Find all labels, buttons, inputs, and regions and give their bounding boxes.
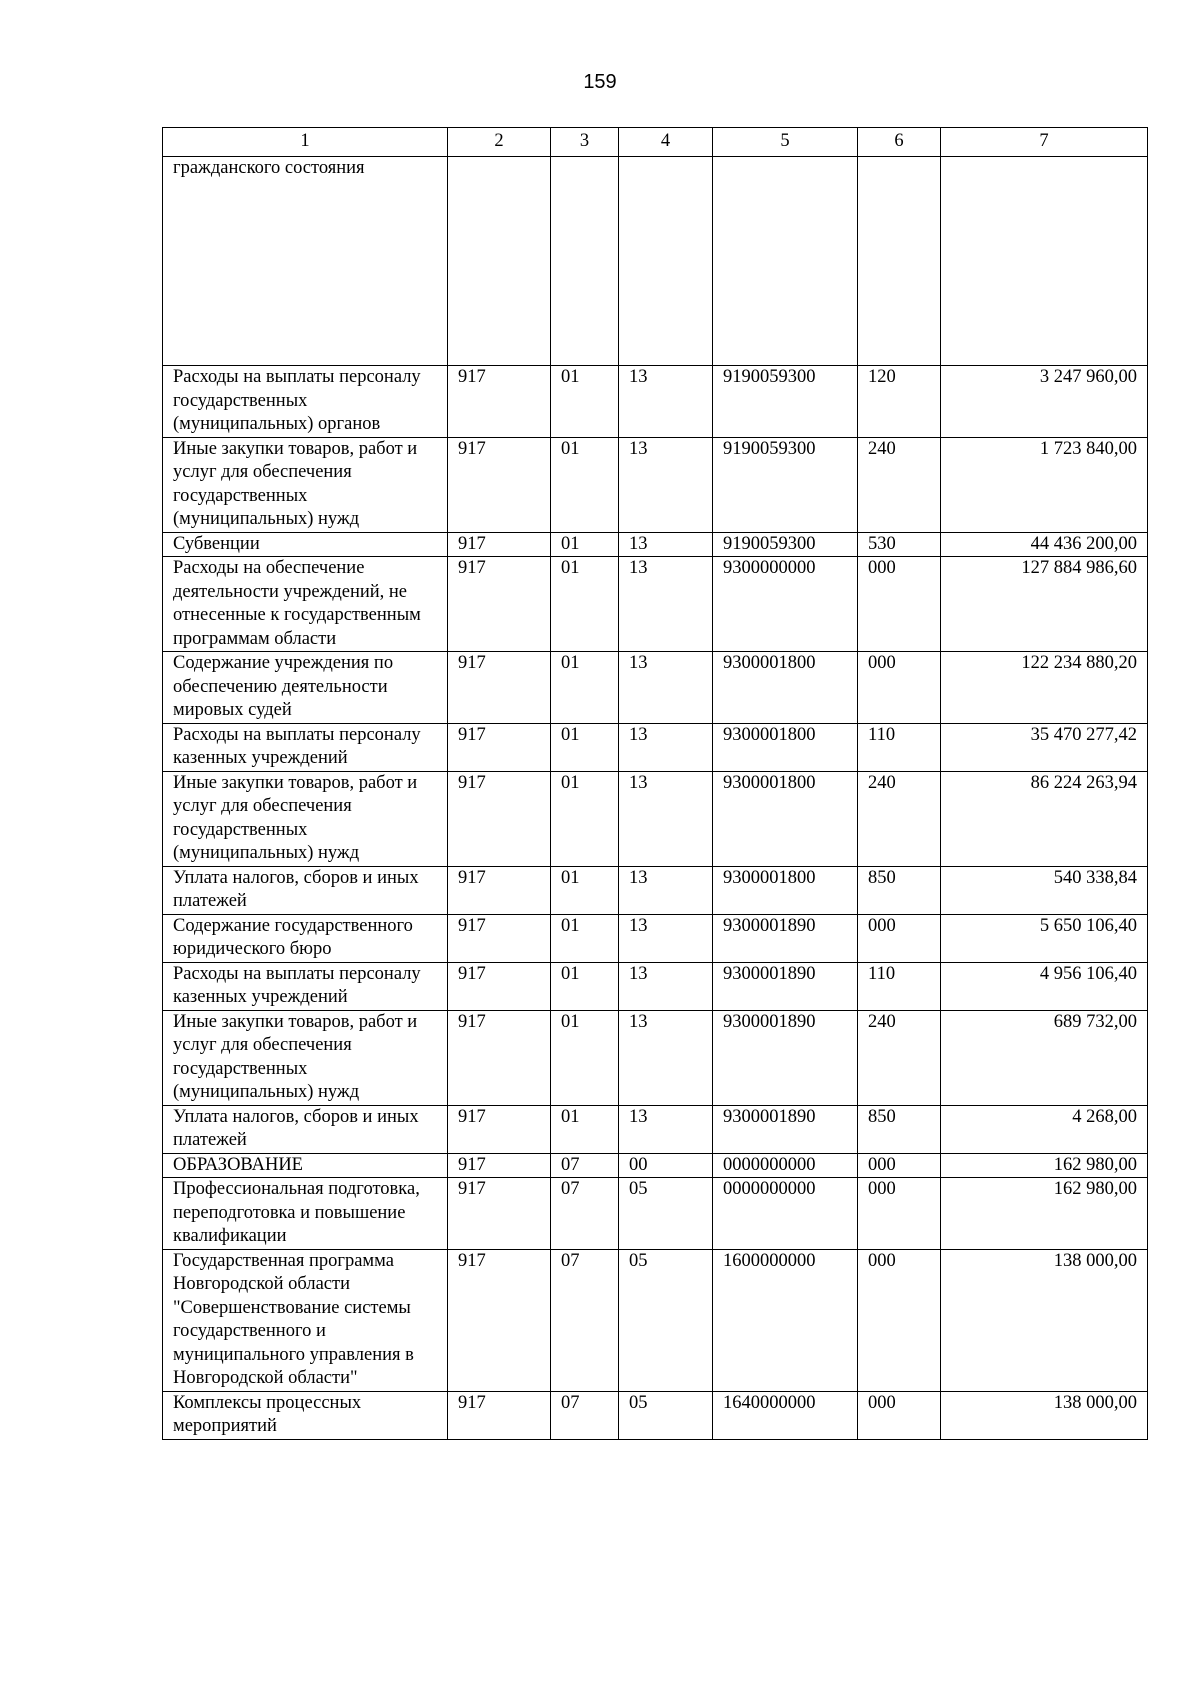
amount-cell: 138 000,00 bbox=[941, 1391, 1148, 1439]
amount-cell: 122 234 880,20 bbox=[941, 652, 1148, 724]
target-article-cell: 1600000000 bbox=[713, 1249, 858, 1391]
amount-cell: 86 224 263,94 bbox=[941, 771, 1148, 866]
table-row bbox=[163, 866, 1148, 914]
subsection-code-cell: 00 bbox=[619, 1153, 713, 1178]
department-code-cell: 917 bbox=[448, 1249, 551, 1391]
table-header-row bbox=[163, 128, 1148, 157]
department-code-cell: 917 bbox=[448, 914, 551, 962]
target-article-cell: 9300000000 bbox=[713, 557, 858, 652]
row-name-cell: Иные закупки товаров, работ и услуг для обеспечения государственных (муниципальных) нужд bbox=[163, 437, 448, 532]
row-name-cell: Иные закупки товаров, работ и услуг для обеспечения государственных (муниципальных) нужд bbox=[163, 771, 448, 866]
column-header: 7 bbox=[941, 128, 1148, 157]
table-row bbox=[163, 962, 1148, 1010]
expense-type-cell: 000 bbox=[858, 1178, 941, 1250]
subsection-code-cell: 13 bbox=[619, 1105, 713, 1153]
expense-type-cell: 240 bbox=[858, 437, 941, 532]
row-name-cell: ОБРАЗОВАНИЕ bbox=[163, 1153, 448, 1178]
expense-type-cell: 850 bbox=[858, 1105, 941, 1153]
table-row bbox=[163, 1153, 1148, 1178]
row-name-cell: Субвенции bbox=[163, 532, 448, 557]
row-name-cell: гражданского состояния bbox=[163, 157, 448, 366]
department-code-cell: 917 bbox=[448, 557, 551, 652]
row-name-cell: Расходы на выплаты персоналу казенных учреждений bbox=[163, 962, 448, 1010]
column-header: 5 bbox=[713, 128, 858, 157]
section-code-cell: 01 bbox=[551, 652, 619, 724]
expense-type-cell: 120 bbox=[858, 366, 941, 438]
expense-type-cell: 530 bbox=[858, 532, 941, 557]
table-cell bbox=[858, 157, 941, 366]
page-number: 159 bbox=[583, 71, 617, 93]
table-row bbox=[163, 1178, 1148, 1250]
target-article-cell: 9300001890 bbox=[713, 962, 858, 1010]
subsection-code-cell: 13 bbox=[619, 723, 713, 771]
department-code-cell: 917 bbox=[448, 1178, 551, 1250]
table-row bbox=[163, 1249, 1148, 1391]
department-code-cell: 917 bbox=[448, 437, 551, 532]
target-article-cell: 0000000000 bbox=[713, 1153, 858, 1178]
expense-type-cell: 000 bbox=[858, 1153, 941, 1178]
expense-type-cell: 000 bbox=[858, 914, 941, 962]
amount-cell: 162 980,00 bbox=[941, 1153, 1148, 1178]
subsection-code-cell: 05 bbox=[619, 1391, 713, 1439]
target-article-cell: 9190059300 bbox=[713, 437, 858, 532]
subsection-code-cell: 13 bbox=[619, 771, 713, 866]
subsection-code-cell: 13 bbox=[619, 532, 713, 557]
section-code-cell: 01 bbox=[551, 1010, 619, 1105]
target-article-cell: 9190059300 bbox=[713, 532, 858, 557]
table-row bbox=[163, 557, 1148, 652]
row-name-cell: Уплата налогов, сборов и иных платежей bbox=[163, 866, 448, 914]
department-code-cell: 917 bbox=[448, 366, 551, 438]
table-cell bbox=[448, 157, 551, 366]
column-header: 6 bbox=[858, 128, 941, 157]
section-code-cell: 01 bbox=[551, 866, 619, 914]
department-code-cell: 917 bbox=[448, 1105, 551, 1153]
table-row bbox=[163, 366, 1148, 438]
section-code-cell: 01 bbox=[551, 723, 619, 771]
department-code-cell: 917 bbox=[448, 866, 551, 914]
section-code-cell: 01 bbox=[551, 771, 619, 866]
table-row bbox=[163, 723, 1148, 771]
target-article-cell: 9300001890 bbox=[713, 1105, 858, 1153]
target-article-cell: 9190059300 bbox=[713, 366, 858, 438]
table-row bbox=[163, 914, 1148, 962]
expense-type-cell: 000 bbox=[858, 1249, 941, 1391]
section-code-cell: 07 bbox=[551, 1153, 619, 1178]
section-code-cell: 01 bbox=[551, 532, 619, 557]
table-row-continued bbox=[163, 157, 1148, 366]
table-cell bbox=[941, 157, 1148, 366]
section-code-cell: 01 bbox=[551, 1105, 619, 1153]
expense-type-cell: 110 bbox=[858, 962, 941, 1010]
target-article-cell: 9300001890 bbox=[713, 914, 858, 962]
amount-cell: 4 268,00 bbox=[941, 1105, 1148, 1153]
department-code-cell: 917 bbox=[448, 962, 551, 1010]
row-name-cell: Государственная программа Новгородской области "Совершенствование системы государственного и муниципального управления в Новгородской области" bbox=[163, 1249, 448, 1391]
target-article-cell: 9300001800 bbox=[713, 866, 858, 914]
table-row bbox=[163, 1105, 1148, 1153]
table-cell bbox=[713, 157, 858, 366]
subsection-code-cell: 13 bbox=[619, 437, 713, 532]
row-name-cell: Комплексы процессных мероприятий bbox=[163, 1391, 448, 1439]
amount-cell: 1 723 840,00 bbox=[941, 437, 1148, 532]
department-code-cell: 917 bbox=[448, 652, 551, 724]
amount-cell: 4 956 106,40 bbox=[941, 962, 1148, 1010]
target-article-cell: 9300001800 bbox=[713, 723, 858, 771]
amount-cell: 35 470 277,42 bbox=[941, 723, 1148, 771]
row-name-cell: Иные закупки товаров, работ и услуг для обеспечения государственных (муниципальных) нужд bbox=[163, 1010, 448, 1105]
amount-cell: 44 436 200,00 bbox=[941, 532, 1148, 557]
expense-type-cell: 110 bbox=[858, 723, 941, 771]
subsection-code-cell: 13 bbox=[619, 914, 713, 962]
expense-type-cell: 000 bbox=[858, 652, 941, 724]
table-row bbox=[163, 437, 1148, 532]
subsection-code-cell: 13 bbox=[619, 366, 713, 438]
subsection-code-cell: 13 bbox=[619, 1010, 713, 1105]
table-row bbox=[163, 1391, 1148, 1439]
department-code-cell: 917 bbox=[448, 1010, 551, 1105]
table-row bbox=[163, 532, 1148, 557]
department-code-cell: 917 bbox=[448, 1153, 551, 1178]
column-header: 1 bbox=[163, 128, 448, 157]
amount-cell: 689 732,00 bbox=[941, 1010, 1148, 1105]
subsection-code-cell: 05 bbox=[619, 1178, 713, 1250]
amount-cell: 5 650 106,40 bbox=[941, 914, 1148, 962]
amount-cell: 162 980,00 bbox=[941, 1178, 1148, 1250]
expense-type-cell: 000 bbox=[858, 1391, 941, 1439]
row-name-cell: Расходы на выплаты персоналу государственных (муниципальных) органов bbox=[163, 366, 448, 438]
amount-cell: 3 247 960,00 bbox=[941, 366, 1148, 438]
column-header: 4 bbox=[619, 128, 713, 157]
subsection-code-cell: 13 bbox=[619, 652, 713, 724]
expense-type-cell: 240 bbox=[858, 771, 941, 866]
row-name-cell: Расходы на обеспечение деятельности учреждений, не отнесенные к государственным программам области bbox=[163, 557, 448, 652]
target-article-cell: 9300001800 bbox=[713, 652, 858, 724]
department-code-cell: 917 bbox=[448, 1391, 551, 1439]
expense-type-cell: 000 bbox=[858, 557, 941, 652]
table-row bbox=[163, 1010, 1148, 1105]
department-code-cell: 917 bbox=[448, 771, 551, 866]
target-article-cell: 9300001890 bbox=[713, 1010, 858, 1105]
target-article-cell: 0000000000 bbox=[713, 1178, 858, 1250]
subsection-code-cell: 13 bbox=[619, 866, 713, 914]
expense-type-cell: 850 bbox=[858, 866, 941, 914]
target-article-cell: 1640000000 bbox=[713, 1391, 858, 1439]
budget-table bbox=[162, 127, 1148, 1440]
row-name-cell: Содержание государственного юридического бюро bbox=[163, 914, 448, 962]
row-name-cell: Содержание учреждения по обеспечению деятельности мировых судей bbox=[163, 652, 448, 724]
column-header: 3 bbox=[551, 128, 619, 157]
section-code-cell: 01 bbox=[551, 366, 619, 438]
section-code-cell: 01 bbox=[551, 914, 619, 962]
amount-cell: 540 338,84 bbox=[941, 866, 1148, 914]
table-row bbox=[163, 771, 1148, 866]
column-header: 2 bbox=[448, 128, 551, 157]
expense-type-cell: 240 bbox=[858, 1010, 941, 1105]
subsection-code-cell: 13 bbox=[619, 962, 713, 1010]
row-name-cell: Расходы на выплаты персоналу казенных учреждений bbox=[163, 723, 448, 771]
row-name-cell: Профессиональная подготовка, переподготовка и повышение квалификации bbox=[163, 1178, 448, 1250]
table-row bbox=[163, 652, 1148, 724]
amount-cell: 127 884 986,60 bbox=[941, 557, 1148, 652]
department-code-cell: 917 bbox=[448, 723, 551, 771]
amount-cell: 138 000,00 bbox=[941, 1249, 1148, 1391]
section-code-cell: 01 bbox=[551, 557, 619, 652]
table-cell bbox=[619, 157, 713, 366]
section-code-cell: 01 bbox=[551, 962, 619, 1010]
section-code-cell: 07 bbox=[551, 1178, 619, 1250]
table-cell bbox=[551, 157, 619, 366]
section-code-cell: 07 bbox=[551, 1249, 619, 1391]
subsection-code-cell: 05 bbox=[619, 1249, 713, 1391]
section-code-cell: 07 bbox=[551, 1391, 619, 1439]
department-code-cell: 917 bbox=[448, 532, 551, 557]
row-name-cell: Уплата налогов, сборов и иных платежей bbox=[163, 1105, 448, 1153]
target-article-cell: 9300001800 bbox=[713, 771, 858, 866]
subsection-code-cell: 13 bbox=[619, 557, 713, 652]
section-code-cell: 01 bbox=[551, 437, 619, 532]
